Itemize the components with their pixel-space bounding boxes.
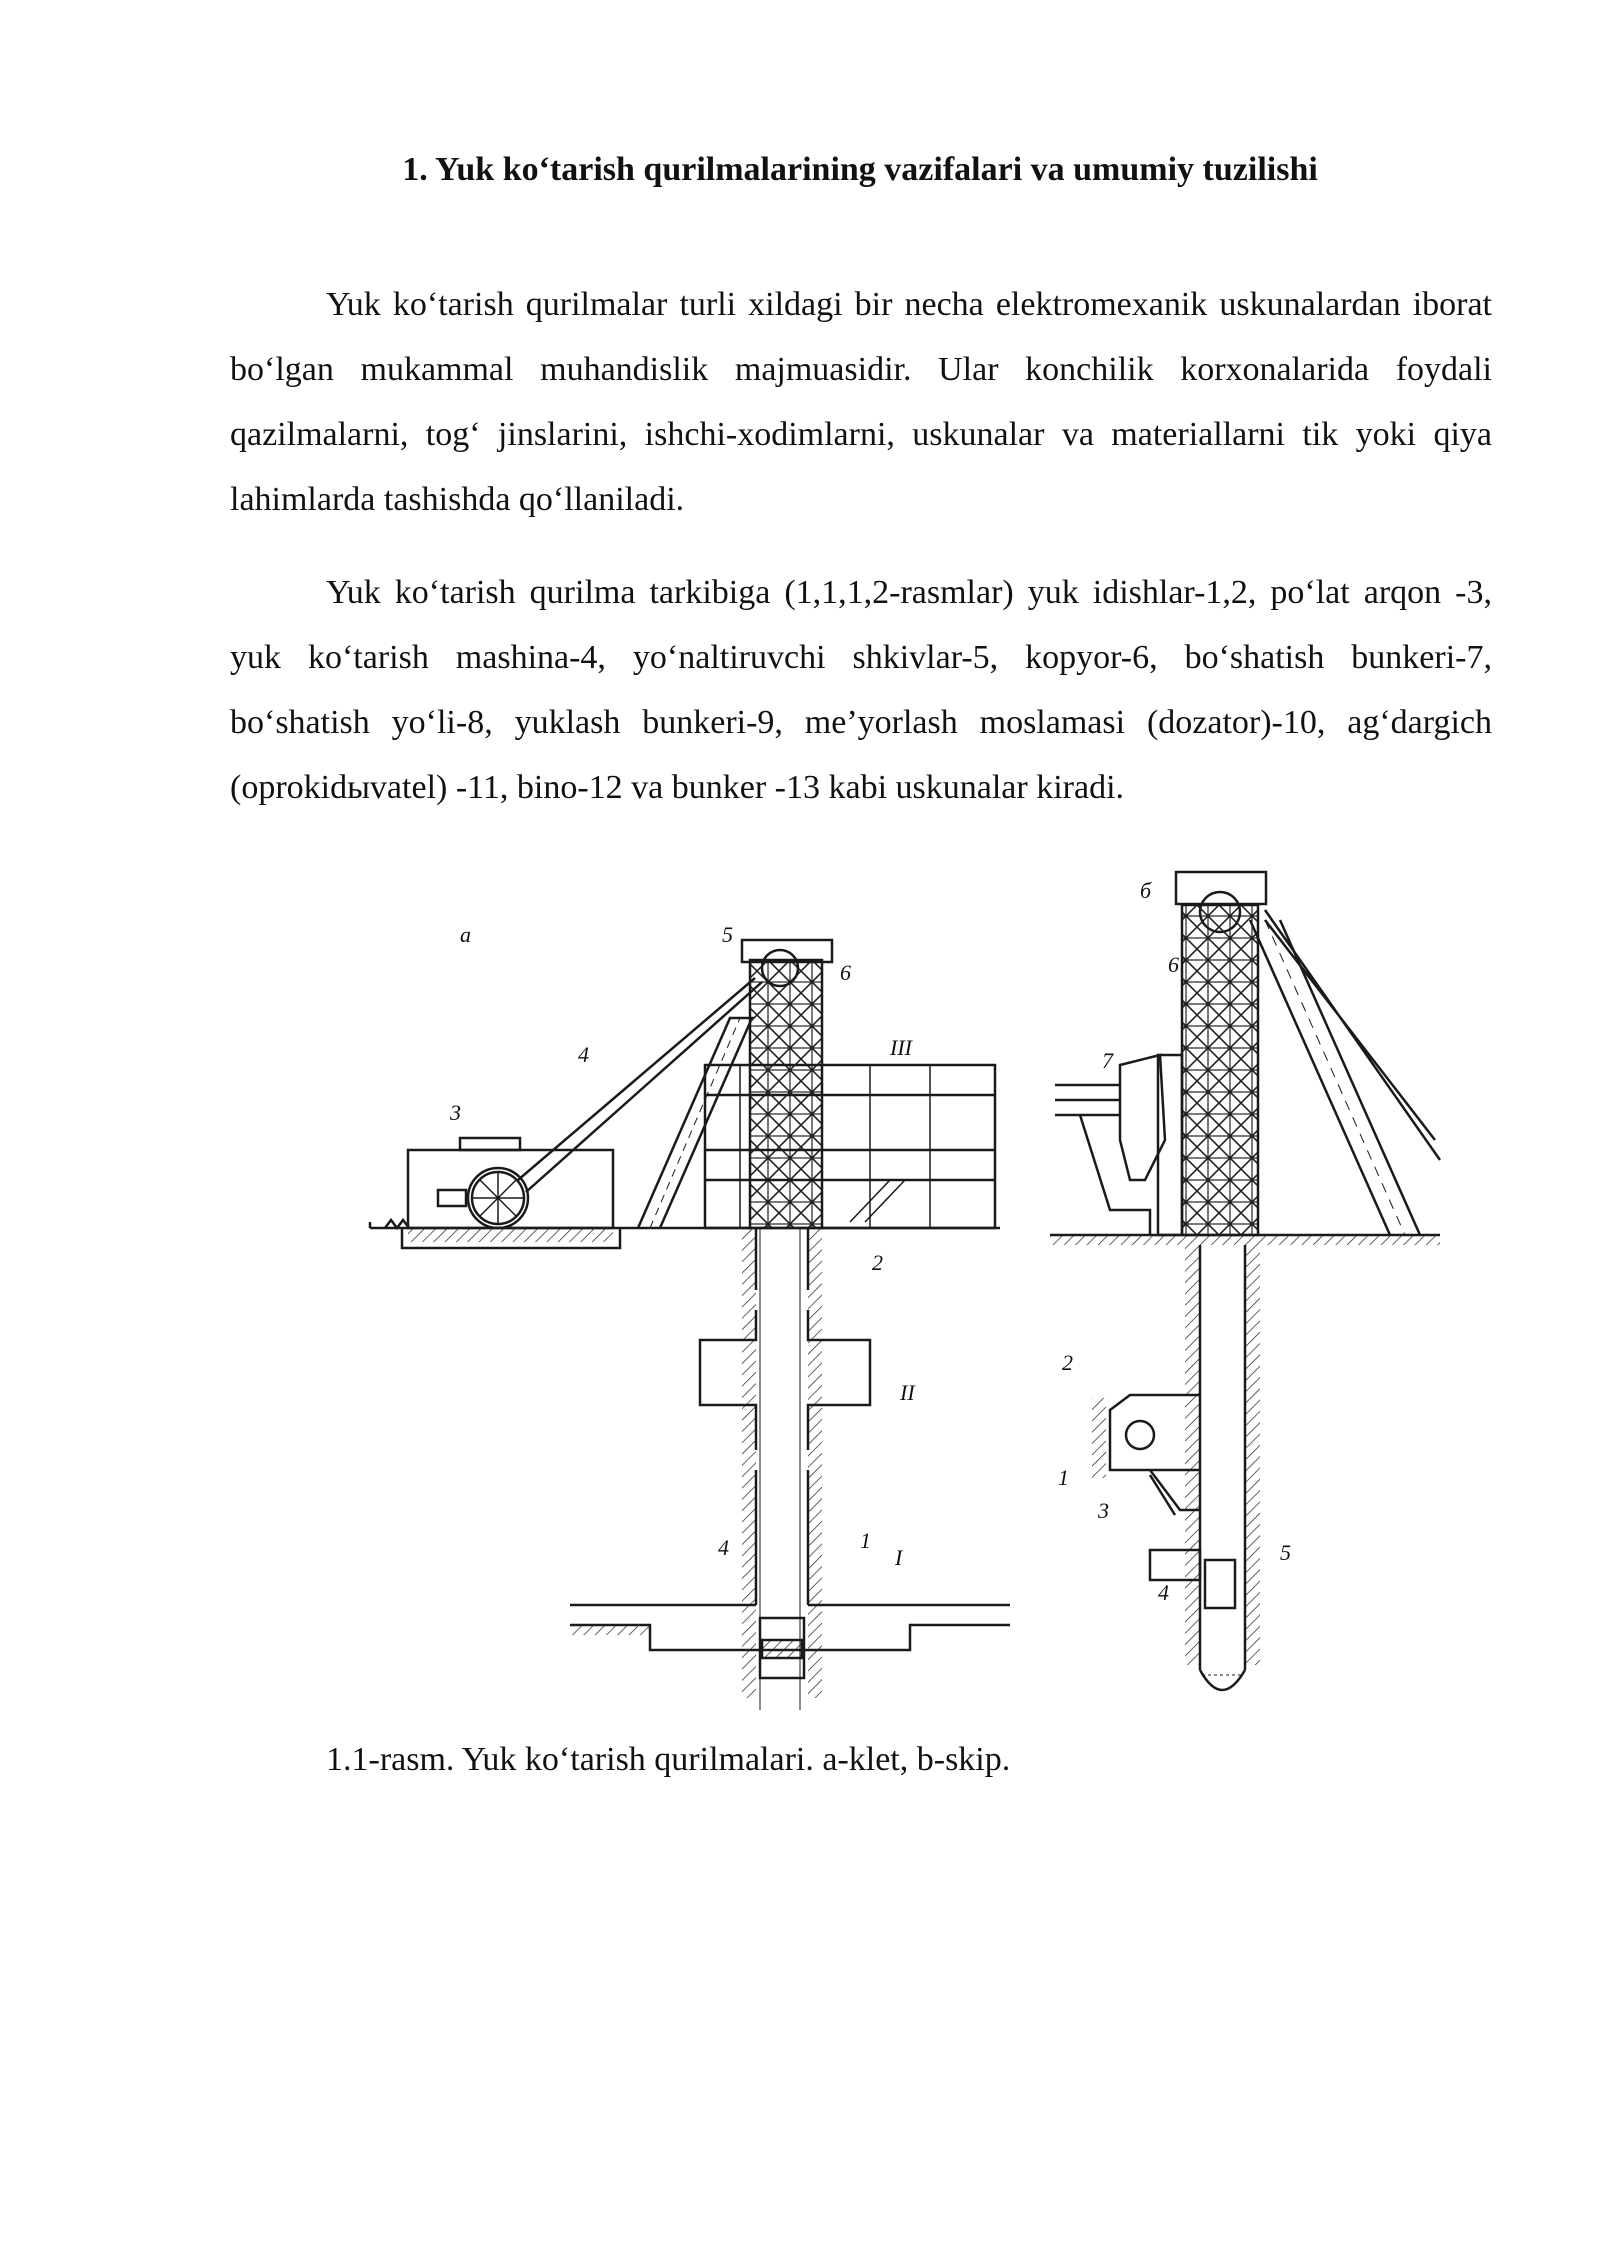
- diagram-callout-label: 6: [840, 960, 851, 985]
- hoist-figure: [350, 850, 1460, 1710]
- diagram-callout-label: 3: [450, 1100, 461, 1125]
- diagram-callout-label: 7: [1102, 1048, 1113, 1073]
- panel-label-b: б: [1140, 878, 1152, 903]
- diagram-callout-label: 4: [1158, 1580, 1169, 1605]
- diagram-callout-label: 1: [1058, 1465, 1069, 1490]
- diagram-callout-label: III: [890, 1035, 912, 1060]
- diagram-callout-label: 6: [1168, 952, 1179, 977]
- left-hoist-diagram: [370, 940, 1010, 1710]
- left-diagram-labels: [449, 922, 916, 1570]
- figure-caption: 1.1-rasm. Yuk ko‘tarish qurilmalari. a-klet, b-skip.: [326, 1741, 1011, 1778]
- diagram-callout-label: I: [895, 1545, 903, 1570]
- diagram-callout-label: 2: [872, 1250, 883, 1275]
- diagram-callout-label: 4: [718, 1535, 729, 1560]
- diagram-callout-label: 3: [1098, 1498, 1109, 1523]
- right-hoist-diagram: [1050, 872, 1440, 1690]
- diagram-callout-label: 5: [722, 922, 733, 947]
- diagram-callout-label: II: [900, 1380, 915, 1405]
- diagram-callout-label: 4: [578, 1042, 589, 1067]
- section-title: 1. Yuk ko‘tarish qurilmalarining vazifalari va umumiy tuzilishi: [402, 151, 1318, 188]
- paragraph-components: Yuk ko‘tarish qurilma tarkibiga (1,1,1,2-rasmlar) yuk idishlar-1,2, po‘lat arqon -3, yuk ko‘tarish mashina-4, yo‘naltiruvchi shkivlar-5, kopyor-6, bo‘shatish bunkeri-7, bo‘shatish yo‘li-8, yuklash bunkeri-9, me’yorlash moslamasi (dozator)-10, ag‘dargich (oprokidыvatel) -11, bino-12 va bunker -13 kabi uskunalar kiradi.: [230, 574, 1492, 806]
- panel-label-a: a: [460, 922, 471, 947]
- diagram-callout-label: 2: [1062, 1350, 1073, 1375]
- diagram-callout-label: 1: [860, 1528, 871, 1553]
- diagram-callout-label: 5: [1280, 1540, 1291, 1565]
- paragraph-intro: Yuk ko‘tarish qurilmalar turli xildagi bir necha elektromexanik uskunalardan iborat bo‘lgan mukammal muhandislik majmuasidir. Ular konchilik korxonalarida foydali qazilmalarni, tog‘ jinslarini, ishchi-xodimlarni, uskunalar va materiallarni tik yoki qiya lahimlarda tashishda qo‘llaniladi.: [230, 286, 1492, 518]
